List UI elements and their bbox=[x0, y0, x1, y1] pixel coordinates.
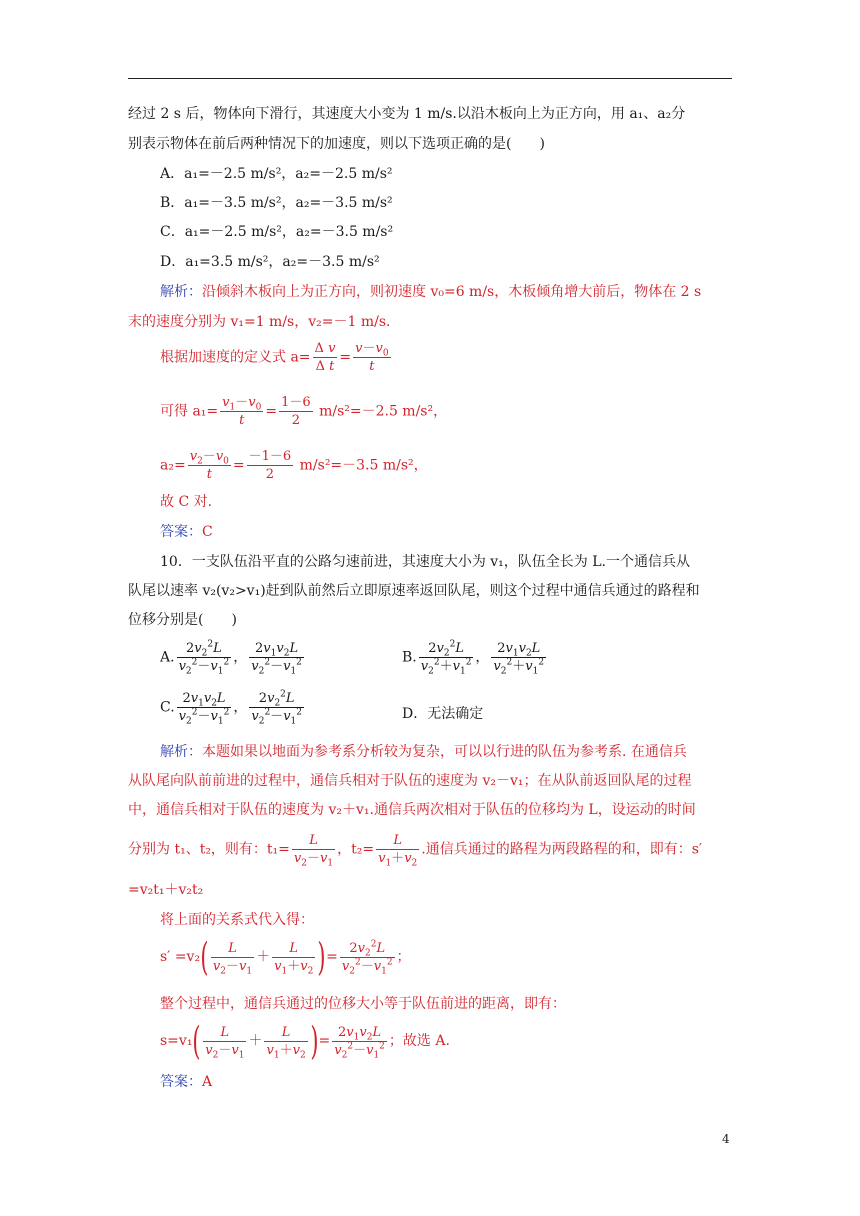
formula-text: ，t₂= bbox=[337, 841, 375, 858]
formula-s-prime: s′ =v₂( $\frac{L}{v_2-v_1}$ ＋ $\frac{L}{v_1+v_2}$ )= $\frac{2v_2^2L}{v_2^2-v_1^2}$ ； bbox=[160, 935, 411, 979]
analysis-line: =v₂t₁＋v₂t₂ bbox=[128, 882, 204, 898]
separator: ， bbox=[475, 649, 490, 666]
formula-text: 分别为 t₁、t₂，则有：t₁= bbox=[128, 841, 290, 858]
option-c: C．a₁=－2.5 m/s²，a₂=－3.5 m/s² bbox=[160, 224, 394, 240]
analysis-text: 沿倾斜木板向上为正方向，则初速度 v₀=6 m/s，木板倾角增大前后，物体在 2 s bbox=[202, 284, 702, 300]
option-d: D．a₁=3.5 m/s²，a₂=－3.5 m/s² bbox=[160, 254, 380, 270]
fraction: $\frac{2v_2^2L}{v_2^2-v_1^2}$ bbox=[341, 939, 393, 977]
answer-line bbox=[160, 1072, 212, 1092]
analysis-line: 将上面的关系式代入得： bbox=[160, 912, 314, 928]
page-number: 4 bbox=[722, 1132, 730, 1146]
answer-label: 答案： bbox=[160, 1074, 202, 1090]
fraction-t1: $\frac{L}{v_2-v_1}$ bbox=[293, 833, 334, 869]
formula-text: ；故选 A. bbox=[388, 1033, 450, 1049]
fraction-neg1-6-2: $\frac{-1-6}{2}$ bbox=[248, 449, 292, 482]
analysis-line: 从队尾向队前前进的过程中，通信兵相对于队伍的速度为 v₂－v₁；在从队前返回队尾的过程 bbox=[128, 773, 692, 789]
fraction-1-6-2: $\frac{1-6}{2}$ bbox=[281, 395, 311, 428]
analysis-line: 中，通信兵相对于队伍的速度为 v₂＋v₁.通信兵两次相对于队伍的位移均为 L，设运动的时间 bbox=[128, 802, 696, 818]
analysis-line bbox=[160, 282, 701, 302]
answer-line bbox=[160, 522, 213, 542]
option-10c bbox=[160, 690, 306, 725]
fraction-t2: $\frac{L}{v_1+v_2}$ bbox=[378, 833, 418, 869]
option-label: B. bbox=[402, 649, 417, 666]
question-text-line: 经过 2 s 后，物体向下滑行，其速度大小变为 1 m/s.以沿木板向上为正方向，用 a₁、a₂分 bbox=[128, 106, 686, 122]
fraction-dv-dt: $\frac{\text{Δ v}}{\text{Δ t}}$ bbox=[314, 341, 336, 374]
option-10a bbox=[160, 640, 306, 675]
fraction: $\frac{2v_1v_2L}{v_2^2-v_1^2}$ bbox=[251, 641, 302, 677]
formula-text: m/s²=－3.5 m/s²， bbox=[299, 457, 428, 474]
answer-value: C bbox=[202, 524, 213, 540]
option-a: A．a₁=－2.5 m/s²，a₂=－2.5 m/s² bbox=[160, 166, 393, 182]
question-10-line: 队尾以速率 v₂(v₂>v₁)赶到队前然后立即原速率返回队尾，则这个过程中通信兵通过的路程和 bbox=[128, 583, 700, 599]
separator: ， bbox=[233, 649, 248, 666]
analysis-line: 末的速度分别为 v₁=1 m/s，v₂=－1 m/s. bbox=[128, 314, 391, 330]
fraction: $\frac{2v_1v_2L}{v_2^2+v_1^2}$ bbox=[493, 641, 545, 677]
fraction: $\frac{2v_2^2L}{v_2^2-v_1^2}$ bbox=[251, 689, 303, 727]
option-label: A. bbox=[160, 649, 175, 666]
analysis-text: 本题如果以地面为参考系分析较为复杂，可以以行进的队伍为参考系. 在通信兵 bbox=[202, 744, 687, 760]
formula-text: ； bbox=[396, 949, 411, 965]
separator: ， bbox=[233, 699, 248, 716]
option-10b bbox=[402, 640, 548, 675]
analysis-label: 解析： bbox=[160, 284, 202, 300]
fraction: $\frac{2v_2^2L}{v_2^2-v_1^2}$ bbox=[178, 639, 230, 677]
formula-text: .通信兵通过的路程为两段路程的和，即有：s′ bbox=[421, 841, 703, 858]
fraction: $\frac{L}{v_1+v_2}$ bbox=[266, 1024, 306, 1061]
fraction-v1-v0-t: $\frac{v_1-v_0}{t}$ bbox=[222, 395, 262, 428]
header-rule bbox=[128, 78, 732, 79]
question-10-line: 10．一支队伍沿平直的公路匀速前进，其速度大小为 v₁，队伍全长为 L.一个通信兵从 bbox=[160, 554, 690, 570]
analysis-line bbox=[160, 742, 687, 762]
formula-definition: 根据加速度的定义式 a= $\frac{\text{Δ v}}{\text{Δ t}}$ = $\frac{v-v_0}{t}$ bbox=[160, 341, 389, 374]
analysis-label: 解析： bbox=[160, 744, 202, 760]
answer-label: 答案： bbox=[160, 524, 202, 540]
analysis-line: 整个过程中，通信兵通过的位移大小等于队伍前进的距离，即有： bbox=[160, 996, 566, 1012]
fraction: $\frac{2v_1v_2L}{v_2^2-v_1^2}$ bbox=[334, 1024, 385, 1061]
option-label: C. bbox=[160, 699, 175, 716]
question-text-line: 别表示物体在前后两种情况下的加速度，则以下选项正确的是( ) bbox=[128, 136, 545, 152]
answer-value: A bbox=[202, 1074, 213, 1090]
formula-s: s=v₁( $\frac{L}{v_2-v_1}$ ＋ $\frac{L}{v_1+v_2}$ )= $\frac{2v_1v_2L}{v_2^2-v_1^2}$ ；故选 A. bbox=[160, 1019, 450, 1063]
formula-a1: 可得 a₁= $\frac{v_1-v_0}{t}$ = $\frac{1-6}{2}$ m/s²=－2.5 m/s²， bbox=[160, 395, 448, 428]
formula-text: 根据加速度的定义式 a= bbox=[160, 349, 311, 366]
fraction: $\frac{L}{v_2-v_1}$ bbox=[212, 940, 253, 977]
fraction: $\frac{2v_1v_2L}{v_2^2-v_1^2}$ bbox=[178, 691, 230, 727]
question-10-line: 位移分别是( ) bbox=[128, 612, 237, 628]
fraction: $\frac{L}{v_2-v_1}$ bbox=[205, 1024, 245, 1061]
formula-text: s′ =v₂ bbox=[160, 949, 201, 965]
formula-a2: a₂= $\frac{v_2-v_0}{t}$ = $\frac{-1-6}{2}$ m/s²=－3.5 m/s²， bbox=[160, 449, 428, 482]
option-10d: D．无法确定 bbox=[402, 706, 484, 722]
analysis-times bbox=[128, 832, 702, 867]
formula-text: m/s²=－2.5 m/s²， bbox=[319, 403, 448, 420]
option-b: B．a₁=－3.5 m/s²，a₂=－3.5 m/s² bbox=[160, 195, 393, 211]
fraction-v2-v0-t: $\frac{v_2-v_0}{t}$ bbox=[189, 449, 229, 482]
conclusion: 故 C 对. bbox=[160, 494, 213, 510]
formula-text: a₂= bbox=[160, 457, 186, 474]
fraction-v-v0-t: $\frac{v-v_0}{t}$ bbox=[355, 341, 389, 374]
fraction: $\frac{2v_2^2L}{v_2^2+v_1^2}$ bbox=[420, 639, 472, 677]
fraction: $\frac{L}{v_1+v_2}$ bbox=[274, 940, 314, 977]
formula-text: 可得 a₁= bbox=[160, 403, 219, 420]
formula-text: s=v₁ bbox=[160, 1033, 193, 1049]
